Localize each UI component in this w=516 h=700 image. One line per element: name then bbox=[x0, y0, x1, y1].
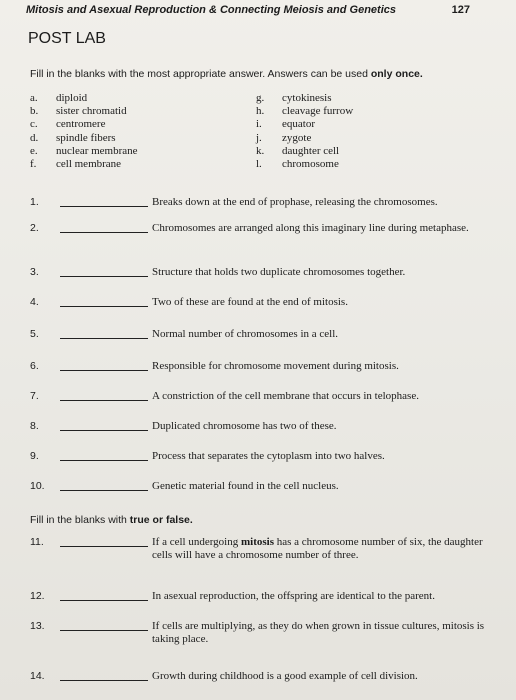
question-number: 14. bbox=[30, 670, 45, 682]
choice-term: zygote bbox=[282, 131, 312, 144]
question-text: Normal number of chromosomes in a cell. bbox=[152, 328, 339, 340]
question-text: In asexual reproduction, the offspring are identical to the parent. bbox=[152, 590, 435, 602]
choice-term: spindle fibers bbox=[56, 131, 116, 144]
choice-item bbox=[256, 145, 353, 158]
choice-term: daughter cell bbox=[282, 144, 340, 157]
question-number: 7. bbox=[30, 390, 39, 402]
answer-blank[interactable] bbox=[60, 338, 148, 339]
question-text: Duplicated chromosome has two of these. bbox=[152, 420, 337, 432]
choice-item bbox=[256, 118, 353, 131]
answer-blank[interactable] bbox=[60, 232, 148, 233]
question-text-part: has a chromosome number of six, the daughter cells will have a chromosome number of three. bbox=[152, 536, 483, 561]
question-text: Genetic material found in the cell nucleus. bbox=[152, 480, 339, 492]
choice-letter: j. bbox=[256, 131, 262, 144]
answer-blank[interactable] bbox=[60, 600, 148, 601]
question-number: 3. bbox=[30, 266, 39, 278]
part2-instructions-text: Fill in the blanks with bbox=[30, 514, 127, 526]
question-text bbox=[152, 536, 502, 562]
page-number: 127 bbox=[451, 4, 470, 16]
question-text-part: If a cell undergoing bbox=[152, 536, 239, 548]
question-text: Chromosomes are arranged along this imaginary line during metaphase. bbox=[152, 222, 469, 234]
choice-term: sister chromatid bbox=[56, 105, 127, 118]
question-number: 5. bbox=[30, 328, 39, 340]
question-number: 11. bbox=[30, 536, 44, 548]
choice-item bbox=[256, 158, 353, 171]
choice-item bbox=[256, 132, 353, 145]
answer-blank[interactable] bbox=[60, 630, 148, 631]
choice-letter: k. bbox=[256, 144, 265, 157]
choice-letter: i. bbox=[256, 118, 262, 131]
choice-letter: h. bbox=[256, 105, 265, 118]
question-text: Two of these are found at the end of mitosis. bbox=[152, 296, 348, 308]
question-number: 4. bbox=[30, 296, 39, 308]
answer-blank[interactable] bbox=[60, 546, 148, 547]
choice-item bbox=[30, 132, 138, 145]
answer-choices-left bbox=[30, 92, 138, 171]
page-header bbox=[26, 4, 470, 16]
question-number: 8. bbox=[30, 420, 39, 432]
choice-item bbox=[256, 92, 353, 105]
choice-item bbox=[30, 118, 138, 131]
choice-item bbox=[30, 92, 138, 105]
running-title: Mitosis and Asexual Reproduction & Connecting Meiosis and Genetics bbox=[26, 4, 396, 16]
answer-blank[interactable] bbox=[60, 306, 148, 307]
question-number: 6. bbox=[30, 360, 39, 372]
answer-blank[interactable] bbox=[60, 680, 148, 681]
question-number: 1. bbox=[30, 196, 39, 208]
answer-blank[interactable] bbox=[60, 430, 148, 431]
choice-term: cleavage furrow bbox=[282, 105, 354, 118]
question-text: A constriction of the cell membrane that occurs in telophase. bbox=[152, 390, 419, 402]
question-text: If cells are multiplying, as they do when grown in tissue cultures, mitosis is taking place. bbox=[152, 620, 485, 645]
answer-blank[interactable] bbox=[60, 370, 148, 371]
choice-letter: f. bbox=[30, 158, 37, 171]
question-text: Structure that holds two duplicate chromosomes together. bbox=[152, 266, 406, 278]
choice-letter: b. bbox=[30, 105, 39, 118]
choice-letter: a. bbox=[30, 92, 38, 104]
question-text: Growth during childhood is a good example of cell division. bbox=[152, 670, 418, 682]
choice-letter: c. bbox=[30, 118, 38, 131]
answer-blank[interactable] bbox=[60, 276, 148, 277]
choice-item bbox=[30, 105, 138, 118]
answer-blank[interactable] bbox=[60, 490, 148, 491]
question-number: 12. bbox=[30, 590, 45, 602]
choice-term: equator bbox=[282, 118, 315, 131]
answer-choices-right bbox=[256, 92, 353, 171]
question-number: 10. bbox=[30, 480, 45, 492]
question-number: 2. bbox=[30, 222, 39, 234]
choice-term: cell membrane bbox=[56, 158, 122, 171]
section-title: POST LAB bbox=[28, 30, 106, 47]
choice-term: chromosome bbox=[282, 158, 339, 171]
question-text: Breaks down at the end of prophase, releasing the chromosomes. bbox=[152, 196, 438, 208]
question-text: Responsible for chromosome movement during mitosis. bbox=[152, 360, 399, 372]
choice-term: diploid bbox=[56, 92, 88, 104]
question-number: 9. bbox=[30, 450, 39, 462]
answer-blank[interactable] bbox=[60, 206, 148, 207]
choice-letter: l. bbox=[256, 158, 262, 171]
choice-item bbox=[30, 145, 138, 158]
choice-letter: g. bbox=[256, 92, 265, 104]
choice-item bbox=[256, 105, 353, 118]
answer-blank[interactable] bbox=[60, 400, 148, 401]
choice-term: centromere bbox=[56, 118, 106, 131]
choice-item bbox=[30, 158, 138, 171]
part2-instructions-emphasis: true or false. bbox=[129, 514, 193, 526]
question-number: 13. bbox=[30, 620, 45, 632]
choice-letter: e. bbox=[30, 144, 38, 157]
question-text-emphasis: mitosis bbox=[241, 536, 274, 548]
choice-term: nuclear membrane bbox=[56, 144, 138, 157]
part1-instructions bbox=[30, 68, 423, 80]
part2-instructions bbox=[30, 514, 193, 526]
choice-letter: d. bbox=[30, 131, 39, 144]
choice-term: cytokinesis bbox=[282, 92, 332, 104]
part1-instructions-emphasis: only once. bbox=[370, 68, 423, 80]
answer-blank[interactable] bbox=[60, 460, 148, 461]
part1-instructions-text: Fill in the blanks with the most appropriate answer. Answers can be used bbox=[30, 68, 368, 80]
question-text: Process that separates the cytoplasm into two halves. bbox=[152, 450, 385, 462]
